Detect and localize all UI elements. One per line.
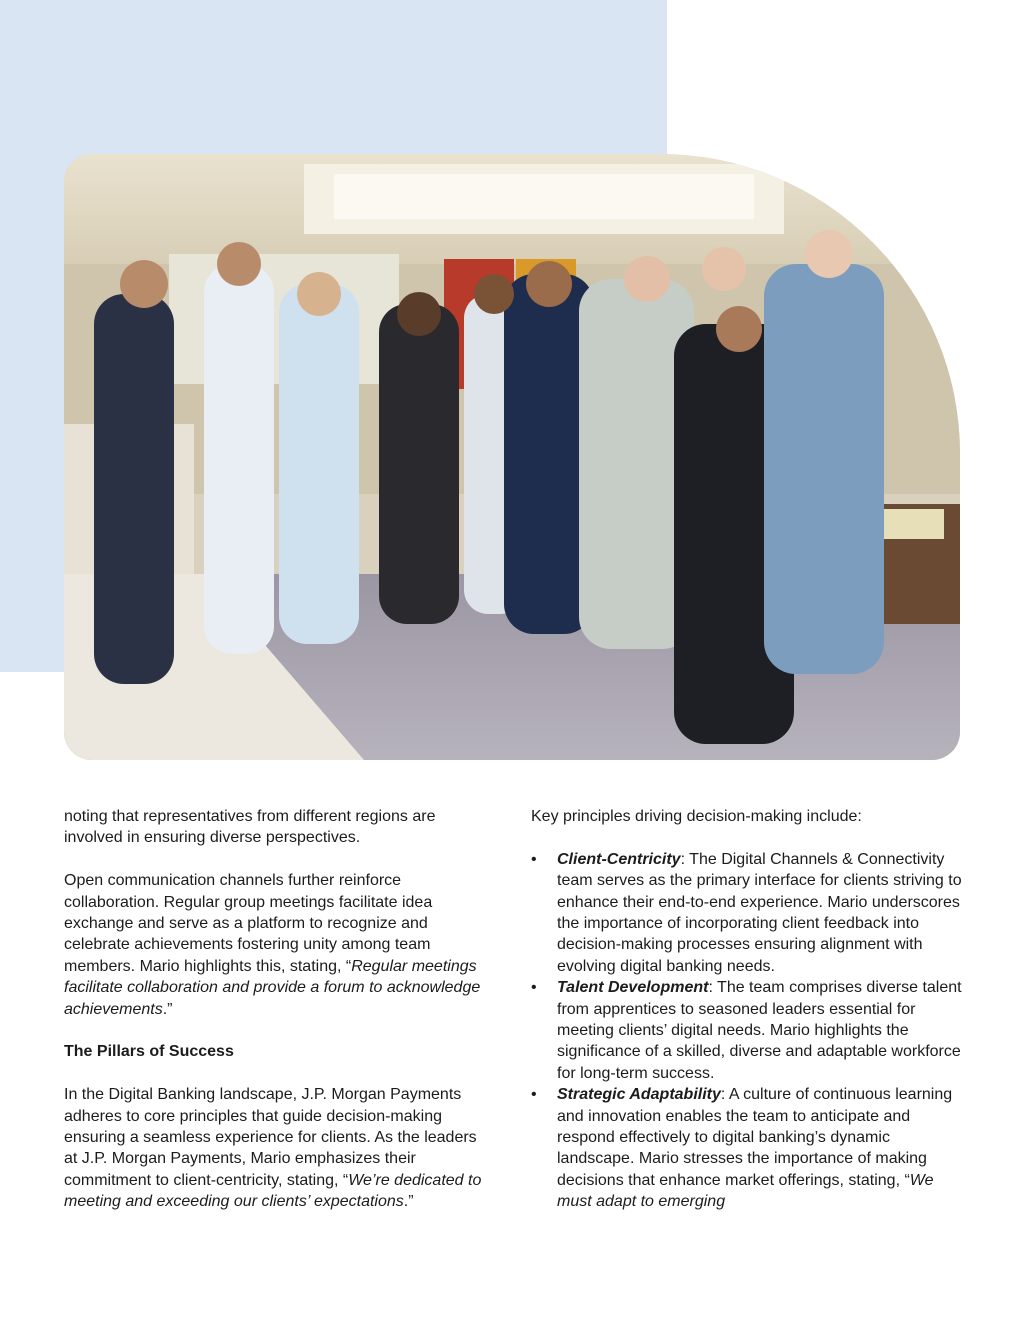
- left-column: [64, 806, 494, 1213]
- list-item: • Talent Development: The team comprises diverse talent from apprentices to seasoned leaders essential for meeting clients’ digital needs. Mario highlights the significance of a skilled, diverse and adaptable workforce for long-term success.: [531, 977, 963, 1084]
- group-photo-icon: [64, 154, 960, 760]
- principle-term: Client-Centricity: [557, 850, 681, 868]
- principles-list: [531, 849, 963, 1213]
- team-photo: [64, 154, 960, 760]
- quote-meetings: Regular meetings facilitate collaboration and provide a forum to acknowledge achievements: [64, 957, 481, 1018]
- quote-adapt: We must adapt to emerging: [557, 1171, 934, 1211]
- principles-intro: Key principles driving decision-making include:: [531, 808, 862, 825]
- paragraph-pillars: In the Digital Banking landscape, J.P. Morgan Payments adheres to core principles that guide decision-making ensuring a seamless experience for clients. As the leaders at J.P. Morgan Payments, Mario emphasizes their commitment to client-centricity, stating, “We’re dedicated to meeting and exceeding our clients’ expectations.”: [64, 1086, 482, 1211]
- list-item: • Client-Centricity: The Digital Channels & Connectivity team serves as the primary interface for clients striving to enhance their end-to-end experience. Mario underscores the importance of incorporating client feedback into decision-making processes ensuring alignment with evolving digital banking needs.: [531, 849, 963, 977]
- paragraph-communication: Open communication channels further reinforce collaboration. Regular group meetings facilitate idea exchange and serve as a platform to recognize and celebrate achievements fostering unity among team members. Mario highlights this, stating, “Regular meetings facilitate collaboration and provide a forum to acknowledge achievements.”: [64, 872, 481, 1018]
- principle-term: Strategic Adaptability: [557, 1086, 721, 1104]
- right-column: [531, 806, 963, 1213]
- list-item: • Strategic Adaptability: A culture of continuous learning and innovation enables the team to anticipate and respond effectively to digital banking’s dynamic landscape. Mario stresses the importance of making decisions that enhance market offerings, stating, “We must adapt to emerging: [531, 1084, 963, 1212]
- quote-clients: We’re dedicated to meeting and exceeding our clients’ expectations: [64, 1171, 482, 1211]
- section-heading: The Pillars of Success: [64, 1043, 234, 1061]
- principle-term: Talent Development: [557, 979, 709, 997]
- paragraph-intro: noting that representatives from different regions are involved in ensuring diverse perspectives.: [64, 808, 436, 847]
